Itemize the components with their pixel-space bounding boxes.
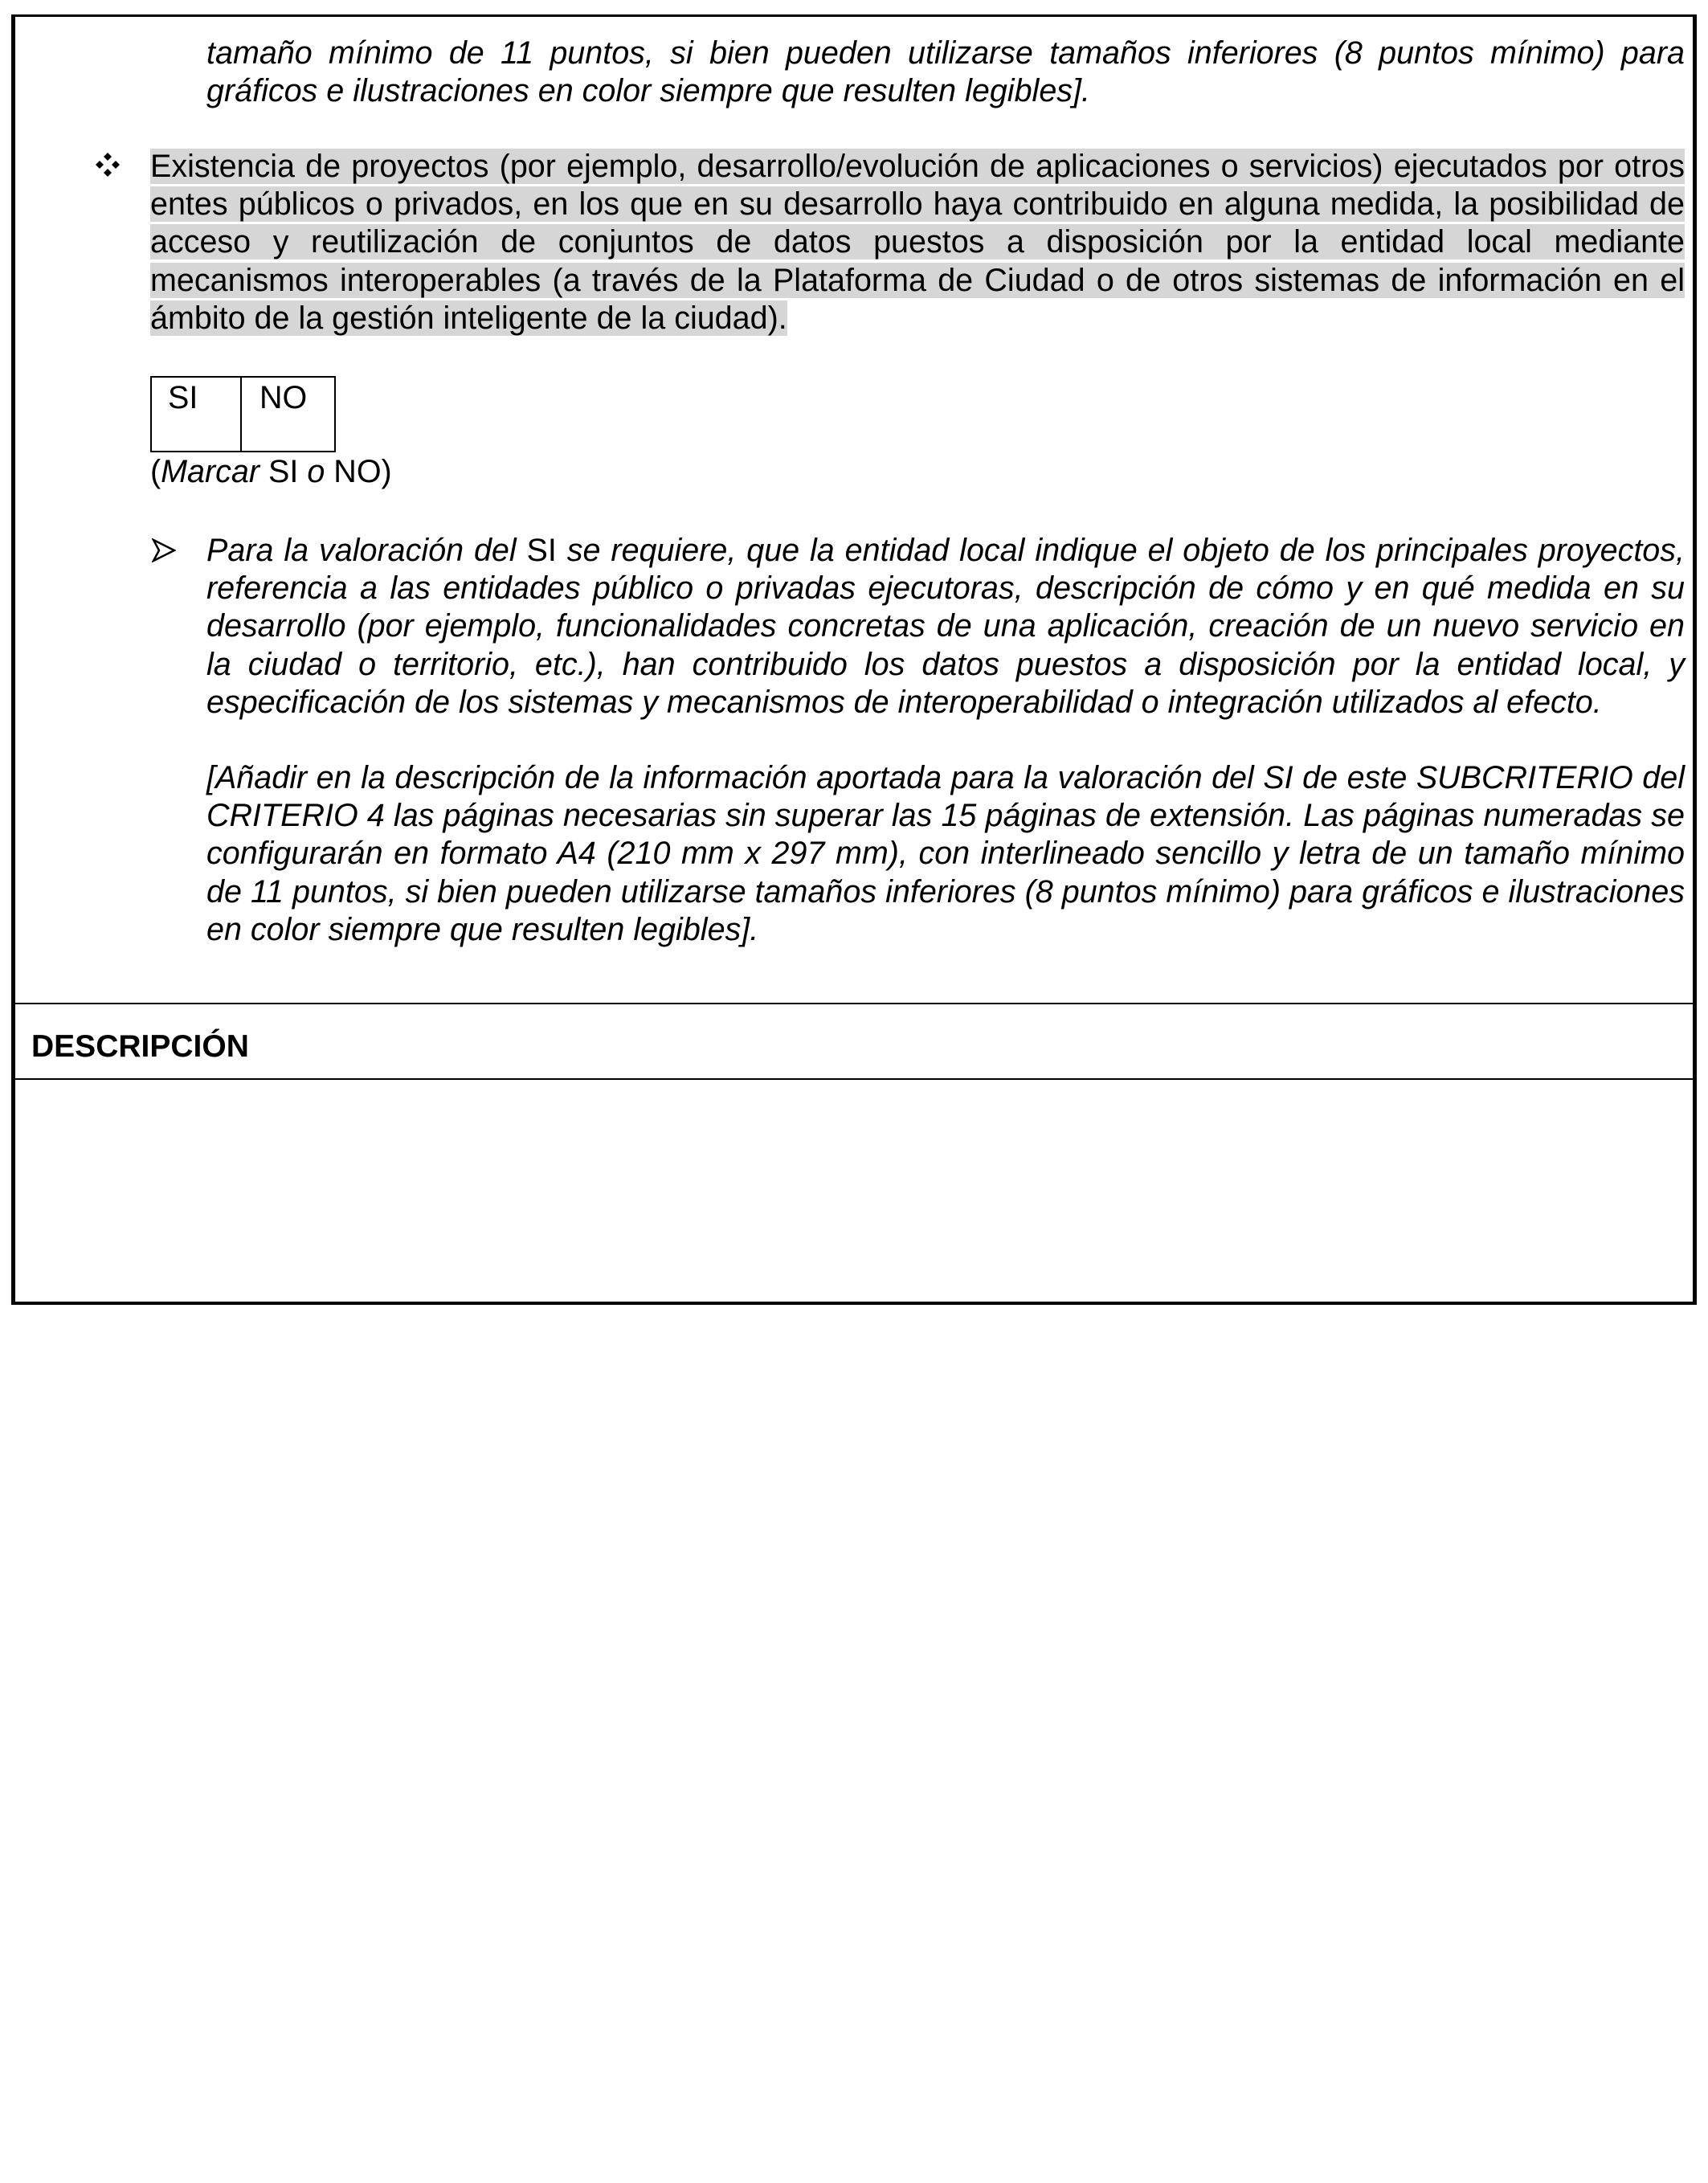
si-no-table	[150, 376, 336, 452]
description-content-cell[interactable]	[15, 1081, 1693, 1302]
valuation-si-word: SI	[516, 533, 567, 568]
form-table	[11, 14, 1697, 1305]
criterion-item	[150, 148, 1685, 337]
valuation-part1: Para la valoración del	[206, 533, 517, 568]
mark-marcar-word: Marcar	[161, 454, 260, 489]
four-diamond-bullet-icon	[94, 151, 121, 178]
mark-instruction	[150, 453, 392, 491]
mark-open-paren: (	[150, 454, 161, 489]
continued-instruction-text: tamaño mínimo de 11 puntos, si bien pueden utilizarse tamaños inferiores (8 puntos mínimo) para gráficos e ilustraciones en color siempre que resulten legibles].	[206, 35, 1685, 109]
criterion-item-text: Existencia de proyectos (por ejemplo, desarrollo/evolución de aplicaciones o servicios) ejecutados por otros entes públicos o privados, en los que en su desarrollo haya contribuido en alguna medida, la posibilidad de acceso y reutilización de conjuntos de datos puestos a disposición por la entidad local mediante mecanismos interoperables (a través de la Plataforma de Ciudad o de otros sistemas de información en el ámbito de la gestión inteligente de la ciudad).	[150, 149, 1685, 336]
mark-si-word: SI	[259, 454, 308, 489]
description-header-cell	[15, 1006, 1693, 1080]
criterion-cell	[15, 17, 1693, 1004]
valuation-part2: se requiere, que la entidad local indique el objeto de los principales proyectos, referencia a las entidades público o privadas ejecutoras, descripción de cómo y en qué medida en su desarrollo (por ejemplo, funcionalidades concretas de una aplicación, creación de un nuevo servicio en la ciudad o territorio, etc.), han contribuido los datos puestos a disposición por la entidad local, y especificación de los sistemas y mecanismos de interoperabilidad o integración utilizados al efecto.	[206, 533, 1685, 720]
si-option-cell[interactable]: SI	[151, 377, 241, 452]
arrowhead-bullet-icon	[152, 538, 176, 562]
no-option-cell[interactable]: NO	[241, 377, 335, 452]
valuation-instruction	[206, 532, 1685, 722]
description-title: DESCRIPCIÓN	[31, 1029, 249, 1064]
mark-o-word: o	[307, 454, 325, 489]
mark-no-word: NO)	[325, 454, 392, 489]
add-pages-instruction: [Añadir en la descripción de la información aportada para la valoración del SI de este SUBCRITERIO del CRITERIO 4 las páginas necesarias sin superar las 15 páginas de extensión. Las páginas numeradas se configurarán en formato A4 (210 mm x 297 mm), con interlineado sencillo y letra de un tamaño mínimo de 11 puntos, si bien pueden utilizarse tamaños inferiores (8 puntos mínimo) para gráficos e ilustraciones en color siempre que resulten legibles].	[206, 760, 1685, 947]
